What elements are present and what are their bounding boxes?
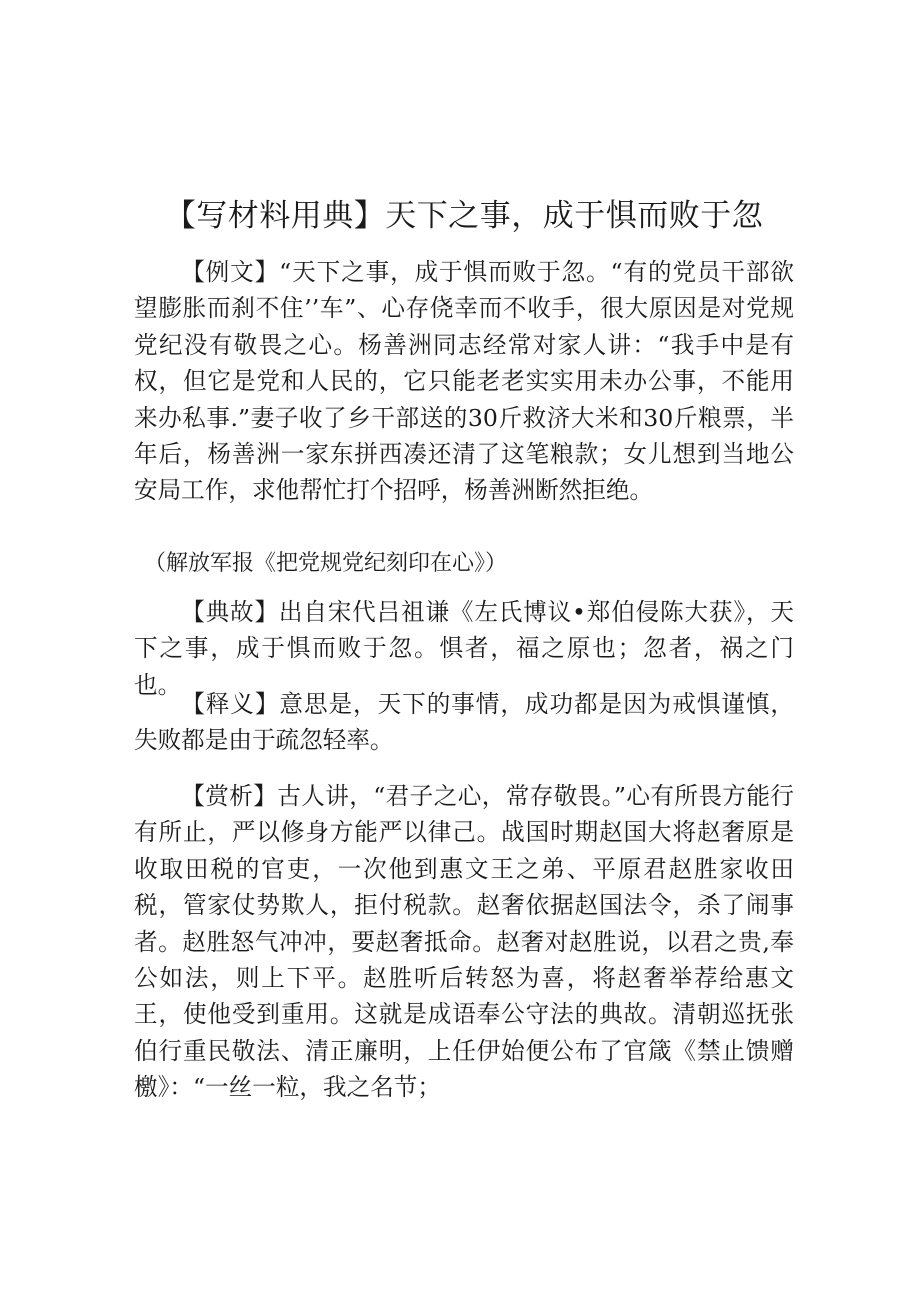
example-paragraph: 【例文】“天下之事，成于惧而败于忽。“有的党员干部欲望膨胀而刹不住’’车”、心存侥幸而不收手，很大原因是对党规党纪没有敬畏之心。杨善洲同志经常对家人讲：“我手中是有权，但它是党和人民的，它只能老老实实用未办公事，不能用来办私事.”妻子收了乡干部送的30斤救济大米和30斤粮票，半年后，杨善洲一家东拼西凑还清了这笔粮款；女儿想到当地公安局工作，求他帮忙打个招呼，杨善洲断然拒绝。 <box>134 258 794 505</box>
origin-paragraph: 【典故】出自宋代吕祖谦《左氏博议•郑伯侵陈大获》，天下之事，成于惧而败于忽。惧者，福之原也；忽者，祸之门也。 <box>134 598 794 699</box>
analysis-paragraph: 【赏析】古人讲，“君子之心，常存敬畏。”心有所畏方能行有所止，严以修身方能严以律己。战国时期赵国大将赵奢原是收取田税的官吏，一次他到惠文王之弟、平原君赵胜家收田税，管家仗势欺人，拒付税款。赵奢依据赵国法令，杀了闹事者。赵胜怒气冲冲，要赵奢抵命。赵奢对赵胜说，以君之贵,奉公如法，则上下平。赵胜听后转怒为喜，将赵奢举荐给惠文王，使他受到重用。这就是成语奉公守法的典故。清朝巡抚张伯行重民敬法、清正廉明，上任伊始便公布了官箴《禁止馈赠檄》：“一丝一粒，我之名节； <box>134 782 794 1102</box>
meaning-paragraph: 【释义】意思是，天下的事情，成功都是因为戒惧谨慎，失败都是由于疏忽轻率。 <box>134 690 794 755</box>
source-citation: （解放军报《把党规党纪刻印在心》） <box>144 551 508 576</box>
page-title: 【写材料用典】天下之事，成于惧而败于忽 <box>164 198 764 234</box>
